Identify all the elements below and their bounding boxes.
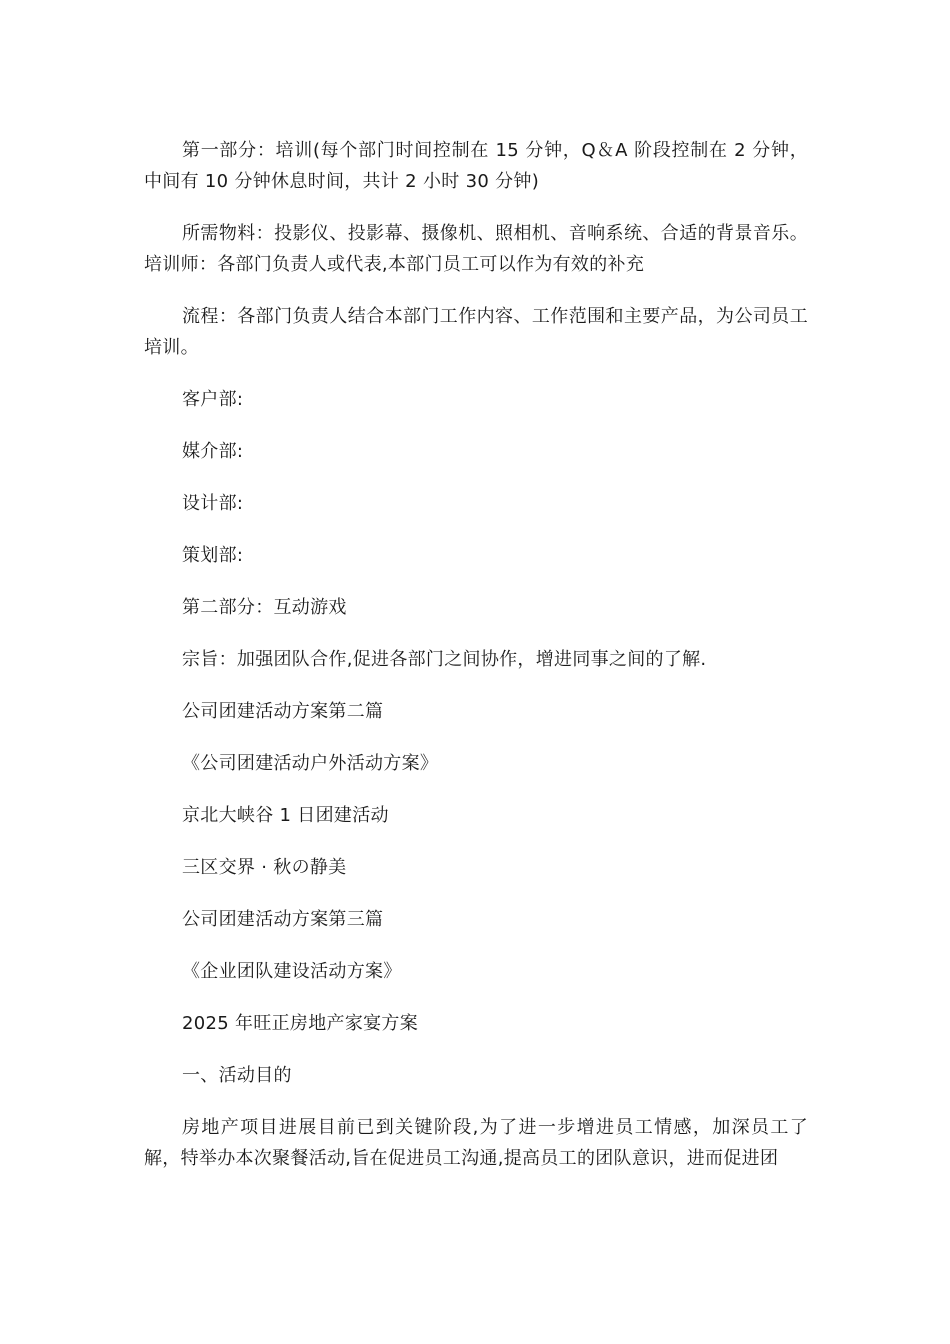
paragraph-canyon-event: 京北大峡谷 1 日团建活动 xyxy=(182,805,389,826)
paragraph-real-estate: 房地产项目进展目前已到关键阶段,为了进一步增进员工情感，加深员工了解，特举办本次聚餐活动,旨在促进员工沟通,提高员工的团队意识，进而促进团 xyxy=(144,1117,808,1169)
paragraph-planning-dept: 策划部: xyxy=(182,545,244,566)
paragraph-three-districts: 三区交界 · 秋の静美 xyxy=(182,857,347,878)
paragraph-outdoor-plan: 《公司团建活动户外活动方案》 xyxy=(182,753,439,774)
paragraph-family-banquet: 2025 年旺正房地产家宴方案 xyxy=(182,1013,419,1034)
paragraph-team-building-plan: 《企业团队建设活动方案》 xyxy=(182,961,402,982)
paragraph-process: 流程：各部门负责人结合本部门工作内容、工作范围和主要产品，为公司员工培训。 xyxy=(144,306,808,358)
paragraph-purpose: 宗旨：加强团队合作,促进各部门之间协作，增进同事之间的了解. xyxy=(182,649,707,670)
paragraph-plan-two-title: 公司团建活动方案第二篇 xyxy=(182,701,384,722)
paragraph-activity-purpose-heading: 一、活动目的 xyxy=(182,1065,292,1086)
paragraph-media-dept: 媒介部: xyxy=(182,441,244,462)
paragraph-client-dept: 客户部: xyxy=(182,389,244,410)
document-body xyxy=(144,135,808,1195)
paragraph-plan-three-title: 公司团建活动方案第三篇 xyxy=(182,909,384,930)
paragraph-part1-training: 第一部分：培训(每个部门时间控制在 15 分钟，Q＆A 阶段控制在 2 分钟，中间有 10 分钟休息时间，共计 2 小时 30 分钟) xyxy=(144,140,808,192)
paragraph-design-dept: 设计部: xyxy=(182,493,244,514)
paragraph-part2-game: 第二部分：互动游戏 xyxy=(182,597,347,618)
paragraph-materials: 所需物料：投影仪、投影幕、摄像机、照相机、音响系统、合适的背景音乐。 培训师：各部门负责人或代表,本部门员工可以作为有效的补充 xyxy=(144,223,808,275)
